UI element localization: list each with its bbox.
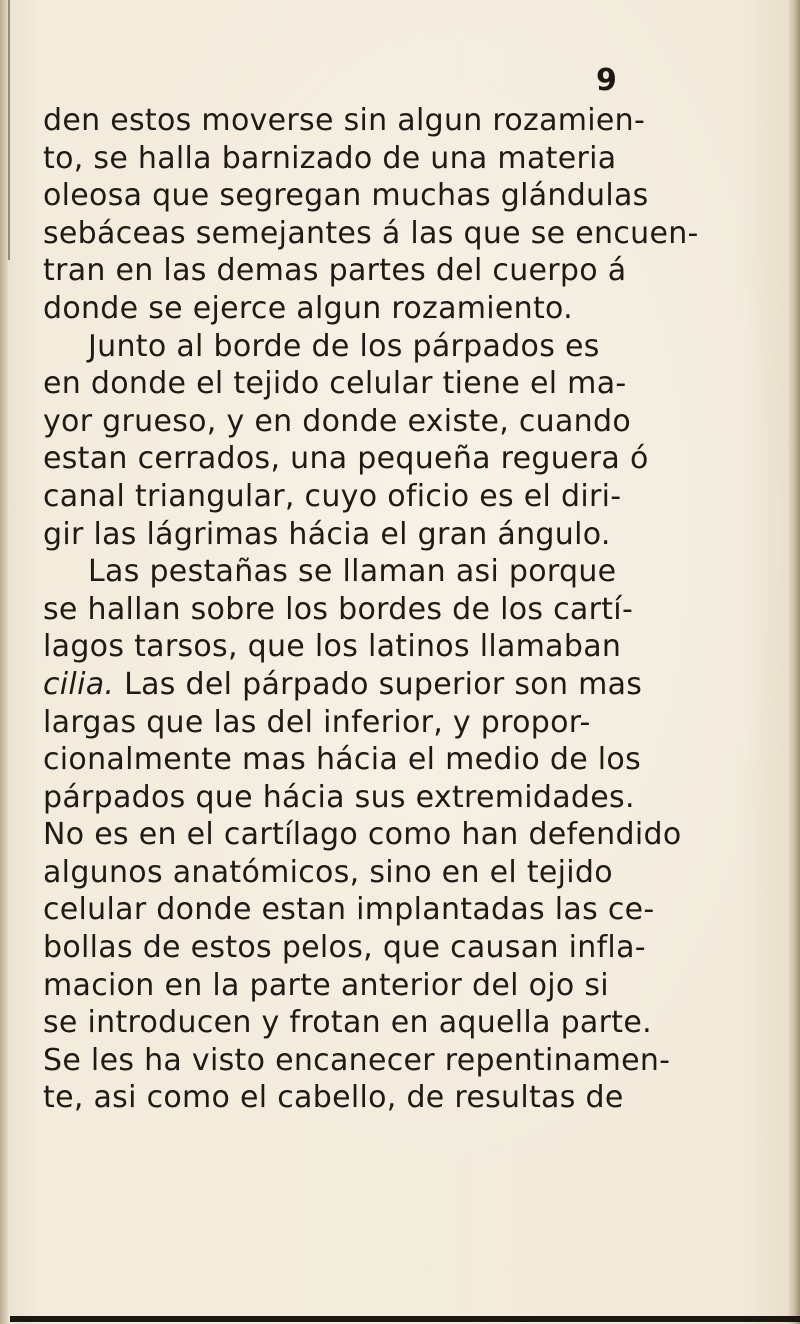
text-line-16-rest: Las del párpado superior son mas: [124, 666, 643, 702]
text-line-7: Junto al borde de los párpados es: [88, 328, 600, 364]
latin-term: cilia.: [43, 666, 115, 702]
page-number: 9: [596, 63, 617, 98]
text-line-13: Las pestañas se llaman asi porque: [88, 554, 617, 590]
text-line-10: estan cerrados, una pequeña reguera ó: [43, 441, 649, 477]
text-line-9: yor grueso, y en donde existe, cuando: [43, 403, 631, 439]
text-line-2: to, se halla barnizado de una materia: [43, 140, 617, 176]
text-line-15: lagos tarsos, que los latinos llamaban: [43, 629, 622, 665]
text-line-25: se introducen y frotan en aquella parte.: [43, 1005, 652, 1041]
text-line-24: macion en la parte anterior del ojo si: [43, 967, 609, 1003]
text-line-27: te, asi como el cabello, de resultas de: [43, 1080, 624, 1116]
text-line-21: algunos anatómicos, sino en el tejido: [43, 854, 613, 890]
text-line-12: gir las lágrimas hácia el gran ángulo.: [43, 516, 611, 552]
text-line-20: No es en el cartílago como han defendido: [43, 817, 682, 853]
text-line-17: largas que las del inferior, y propor-: [43, 704, 591, 740]
text-line-18: cionalmente mas hácia el medio de los: [43, 742, 642, 778]
page-left-edge: [0, 0, 8, 1324]
text-line-1: den estos moverse sin algun rozamien-: [43, 103, 646, 138]
body-text: [43, 102, 733, 1117]
text-line-3: oleosa que segregan muchas glándulas: [43, 178, 649, 214]
text-line-23: bollas de estos pelos, que causan infla-: [43, 930, 646, 966]
text-line-22: celular donde estan implantadas las ce-: [43, 892, 655, 928]
text-line-19: párpados que hácia sus extremidades.: [43, 779, 635, 815]
page-right-edge: [786, 0, 800, 1324]
text-line-11: canal triangular, cuyo oficio es el diri-: [43, 478, 622, 514]
text-line-6: donde se ejerce algun rozamiento.: [43, 290, 574, 326]
bottom-scan-edge: [10, 1316, 800, 1322]
text-line-14: se hallan sobre los bordes de los cartí-: [43, 591, 634, 627]
text-line-16: [43, 666, 733, 704]
text-line-8: en donde el tejido celular tiene el ma-: [43, 366, 627, 402]
text-line-4: sebáceas semejantes á las que se encuen-: [43, 215, 699, 251]
binding-shadow: [8, 0, 10, 260]
text-line-5: tran en las demas partes del cuerpo á: [43, 253, 627, 289]
text-line-26: Se les ha visto encanecer repentinamen-: [43, 1042, 671, 1078]
